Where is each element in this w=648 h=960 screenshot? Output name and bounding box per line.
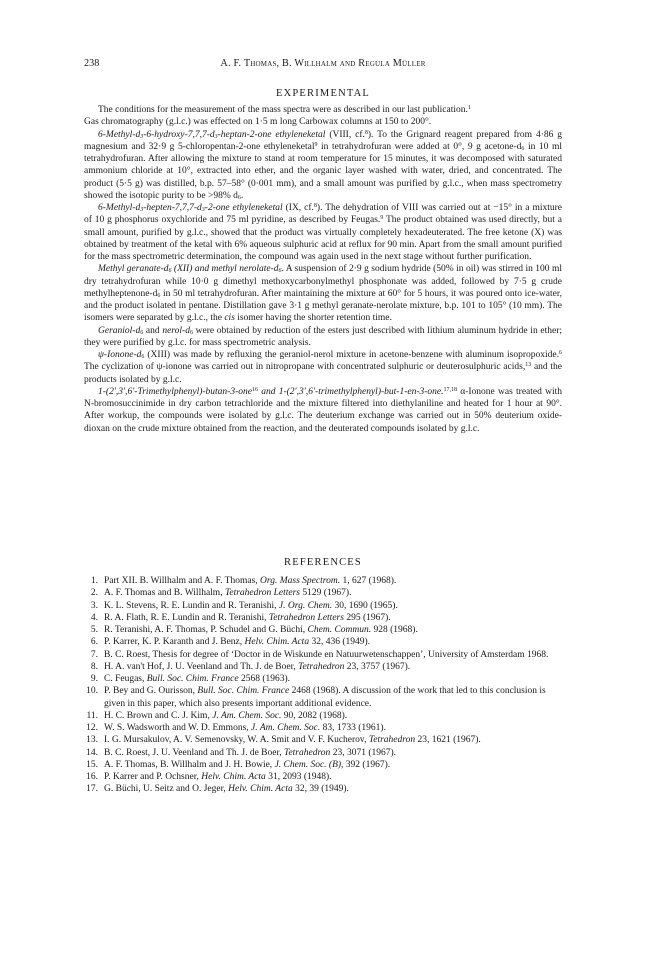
reference-number: 16. bbox=[86, 772, 98, 782]
reference-item bbox=[84, 722, 562, 734]
compound-name-viii: $6-Methyl-d_3-6-hydroxy-7,7,7-d_3-heptan-2$-one ethyleneketal bbox=[98, 129, 326, 140]
reference-item bbox=[84, 783, 562, 795]
reference-number: 17. bbox=[86, 784, 98, 795]
reference-number: 5. bbox=[90, 625, 98, 635]
reference-journal: Helv. Chim. Acta bbox=[201, 772, 266, 782]
reference-authors: A. F. Thomas and B. Willhalm, bbox=[104, 588, 225, 599]
reference-item bbox=[84, 710, 562, 722]
reference-item bbox=[84, 759, 562, 771]
paragraph-methyl-geranate: Methyl geranate-$d_6$ (XII) and methyl nerolate-$d_6$. A suspension of 2·9 g sodium hydride (50% in oil) was stirred in 100 ml dry tetrahydrofuran while 10·0 g dimethyl methoxycarbonylmethyl phosphonate was added, followed by 7·5 g crude methylheptenone-$d_6$ in 50 ml tetrahydrofuran. After maintaining the mixture at 60° for 5 hours, it was poured onto ice-water, and the product isolated in pentane. Distillation gave 3·1 g methyl geranate-nerolate mixture, b.p. 101 to 105° (10 mm). The isomers were separated by g.l.c., the cis isomer having the shorter retention time. bbox=[84, 264, 563, 324]
reference-citation: 31, 2093 (1948). bbox=[265, 772, 332, 782]
reference-citation: 2468 (1968). A discussion of the work that led to this conclusion is given in this paper, which also presents important additional evidence. bbox=[104, 686, 546, 709]
reference-journal: Helv. Chim. Acta bbox=[244, 637, 310, 648]
reference-authors: I. G. Mursakulov, A. V. Semenovsky, W. A. Smit and V. F. Kucherov, bbox=[104, 735, 369, 746]
reference-journal: Chem. Commun. bbox=[307, 625, 372, 635]
paragraph-glc: Gas chromatography (g.l.c.) was effected on 1·5 m long Carbowax columns at 150 to 200°. bbox=[84, 117, 432, 128]
reference-citation: 23, 3071 (1967). bbox=[330, 747, 397, 758]
reference-item bbox=[84, 600, 562, 612]
reference-item bbox=[84, 612, 562, 624]
reference-journal: J. Chem. Soc. (B) bbox=[274, 759, 342, 770]
paragraph-compound-viii: $6-Methyl-d_3-6-hydroxy-7,7,7-d_3-heptan-2$-one ethyleneketal (VIII, cf.$^8$). To the Grignard reagent prepared from 4·86 g magnesium and 32·9 g 5-chloropentan-2-one ethyleneketal$^9$ in tetrahydrofuran were added at 0°, 9 g acetone-$d_6$ in 10 ml tetrahydrofuran. After allowing the mixture to stand at room temperature for 15 minutes, it was decomposed with saturated ammonium chloride at 10°, extracted into ether, and the organic layer washed with water, dried, and concentrated. The product (5·5 g) was distilled, b.p. 57–58° (0·001 mm), and a small amount was purified by g.l.c., when mass spectrometry showed the isotopic purity to be >98% $d_6$. bbox=[84, 129, 563, 201]
compound-name-methyl-geranate: Methyl geranate-$d_6$ (XII) and methyl nerolate-$d_6$ bbox=[98, 264, 282, 275]
compound-name-ix: $6-Methyl-d_3-hepten-7,7,7-d_3-2$-one ethyleneketal bbox=[98, 203, 283, 213]
reference-item bbox=[84, 734, 562, 746]
reference-citation: 90, 2082 (1968). bbox=[281, 710, 348, 721]
reference-item bbox=[84, 673, 562, 685]
reference-authors: R. Teranishi, A. F. Thomas, P. Schudel and G. Büchi, bbox=[104, 625, 308, 635]
reference-journal: Bull. Soc. Chim. France bbox=[197, 686, 290, 697]
reference-citation: 32, 39 (1949). bbox=[292, 784, 349, 795]
reference-citation: , 392 (1967). bbox=[341, 759, 391, 770]
reference-citation: 32, 436 (1949). bbox=[309, 637, 371, 648]
reference-journal: Helv. Chim. Acta bbox=[228, 784, 293, 795]
paragraph-trimethylphenyl: 1-(2′,3′,6′-Trimethylphenyl)-butan-3-one$^{16}$ and 1-(2′,3′,6′-trimethylphenyl)-but-1-en-3-one.$^{17,18}$ α-Ionone was treated with N-bromosuccinimide in dry carbon tetrachloride and the mixture filtered into diethylaniline and heated for 1 hour at 90°. After workup, the compounds were isolated by g.l.c. The deuterium exchange was carried out in 50% deuterium oxide-dioxan on the crude mixture obtained from the reaction, and the deuterated compounds isolated by g.l.c. bbox=[84, 386, 562, 434]
reference-authors: H. C. Brown and C. J. Kim, bbox=[104, 710, 213, 721]
paragraph-mass-spectra: The conditions for the measurement of the mass spectra were as described in our last publication.$^1$ bbox=[98, 105, 471, 115]
reference-authors: W. S. Wadsworth and W. D. Emmons, bbox=[104, 723, 252, 733]
reference-journal: J. Org. Chem. bbox=[278, 600, 333, 611]
reference-number: 6. bbox=[90, 637, 98, 648]
reference-item bbox=[84, 771, 562, 783]
reference-number: 3. bbox=[90, 600, 98, 611]
reference-journal: Tetrahedron bbox=[368, 735, 416, 746]
reference-item bbox=[84, 685, 562, 710]
reference-journal: J. Am. Chem. Soc. bbox=[212, 710, 282, 721]
reference-item bbox=[84, 636, 562, 648]
reference-number: 7. bbox=[90, 649, 98, 660]
reference-number: 11. bbox=[86, 710, 98, 721]
reference-number: 12. bbox=[86, 723, 98, 733]
section-heading-experimental: EXPERIMENTAL bbox=[275, 88, 371, 99]
reference-authors: P. Bey and G. Ourisson, bbox=[104, 686, 198, 697]
reference-authors: P. Karrer, K. P. Karanth and J. Benz, bbox=[104, 637, 245, 648]
reference-number: 2. bbox=[90, 588, 98, 599]
reference-item bbox=[84, 624, 562, 636]
reference-journal: Org. Mass Spectrom. bbox=[260, 576, 341, 586]
reference-number: 13. bbox=[86, 735, 98, 746]
reference-item bbox=[84, 747, 562, 759]
reference-authors: R. A. Flath, R. E. Lundin and R. Teranishi, bbox=[104, 612, 269, 623]
reference-authors: Part XII. B. Willhalm and A. F. Thomas, bbox=[104, 576, 261, 586]
reference-citation: 2568 (1963). bbox=[238, 674, 291, 684]
reference-citation: 928 (1968). bbox=[371, 625, 418, 635]
running-header-authors: A. F. Thomas, B. Willhalm and Regula Müller bbox=[220, 58, 426, 69]
reference-citation: 30, 1690 (1965). bbox=[332, 600, 398, 611]
reference-authors: C. Feugas, bbox=[104, 674, 147, 684]
reference-authors: K. L. Stevens, R. E. Lundin and R. Teranishi, bbox=[104, 600, 279, 611]
paragraph-compound-ix: $6-Methyl-d_3-hepten-7,7,7-d_3-2$-one ethyleneketal (IX, cf.$^8$). The dehydration of VIII was carried out at −15° in a mixture of 10 g phosphorus oxychloride and 75 ml pyridine, as described by Feugas.$^9$ The product obtained was used directly, but a small amount, purified by g.l.c., showed that the product was virtually completely hexadeuterated. The free ketone (X) was obtained by treatment of the ketal with 6% aqueous sulphuric acid at reflux for 90 min. Apart from the small amount purified for the mass spectrometric determination, the compound was again used in the next stage without further purification. bbox=[84, 203, 562, 262]
reference-authors: P. Karrer and P. Ochsner, bbox=[104, 772, 202, 782]
reference-item bbox=[84, 661, 562, 673]
running-header bbox=[84, 58, 562, 72]
reference-citation: 23, 3757 (1967). bbox=[344, 661, 411, 672]
reference-authors: G. Büchi, U. Seitz and O. Jeger, bbox=[104, 784, 229, 795]
page-number: 238 bbox=[84, 58, 100, 69]
reference-authors: A. F. Thomas, B. Willhalm and J. H. Bowie, bbox=[104, 759, 275, 770]
reference-number: 4. bbox=[90, 612, 98, 623]
paragraph-geraniol: Geraniol-$d_6$ and nerol-$d_6$ were obtained by reduction of the esters just described with lithium aluminum hydride in ether; they were purified by g.l.c. for mass spectrometric analysis. bbox=[84, 325, 563, 348]
reference-number: 14. bbox=[86, 747, 98, 758]
reference-journal: J. Am. Chem. Soc. bbox=[251, 723, 321, 733]
reference-citation: 295 (1967). bbox=[343, 612, 391, 623]
reference-citation: 23, 1621 (1967). bbox=[415, 735, 481, 746]
reference-item bbox=[84, 587, 562, 599]
reference-citation: 1, 627 (1968). bbox=[340, 576, 397, 586]
reference-journal: Tetrahedron Letters bbox=[224, 588, 300, 599]
reference-list bbox=[84, 575, 562, 796]
section-heading-references: REFERENCES bbox=[284, 557, 362, 568]
reference-number: 8. bbox=[90, 661, 98, 672]
reference-journal: Tetrahedron bbox=[298, 661, 345, 672]
paragraph-psi-ionone: $\psi-Ionone-d_6$ (XIII) was made by refluxing the geraniol-nerol mixture in acetone-benzene with aluminum isopropoxide.$^6$ The cyclization of ψ-ionone was carried out in nitropropane with concentrated sulphuric or deuterosulphuric acids,$^{13}$ and the products isolated by g.l.c. bbox=[84, 350, 563, 385]
reference-item bbox=[84, 575, 562, 587]
reference-journal: Bull. Soc. Chim. France bbox=[146, 674, 239, 684]
reference-journal: Tetrahedron Letters bbox=[268, 612, 344, 623]
reference-number: 10. bbox=[86, 686, 98, 697]
reference-citation: 5129 (1967). bbox=[300, 588, 352, 599]
reference-citation: 83, 1733 (1961). bbox=[320, 723, 386, 733]
reference-authors: B. C. Roest, J. U. Veenland and Th. J. de Boer, bbox=[104, 747, 285, 758]
reference-item bbox=[84, 649, 562, 661]
reference-journal: Tetrahedron bbox=[284, 747, 331, 758]
reference-number: 15. bbox=[86, 759, 98, 770]
reference-authors: H. A. van't Hof, J. U. Veenland and Th. J. de Boer, bbox=[104, 661, 299, 672]
experimental-section bbox=[84, 104, 562, 435]
reference-authors: B. C. Roest, Thesis for degree of ‘Doctor in de Wiskunde en Natuurwetenschappen’, University of Amsterdam 1968. bbox=[104, 649, 549, 660]
reference-number: 9. bbox=[90, 674, 98, 684]
reference-number: 1. bbox=[90, 576, 98, 586]
